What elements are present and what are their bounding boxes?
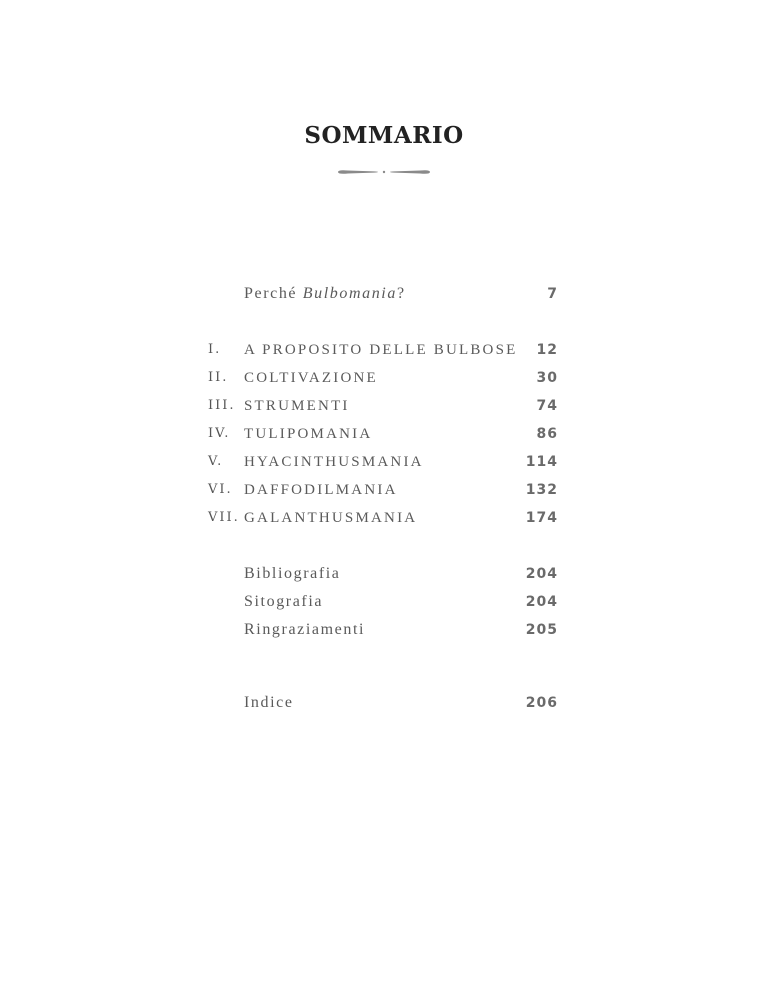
chapter-numeral: VII. [208, 510, 240, 525]
toc-entry-preface[interactable] [0, 282, 768, 306]
toc-entry-chapter-1[interactable] [0, 338, 768, 362]
chapter-numeral: II. [208, 370, 229, 385]
toc-entry-page: 206 [525, 695, 558, 711]
chapter-numeral: IV. [208, 426, 231, 441]
toc-entry-page: 86 [536, 426, 558, 442]
toc-entry-ringraziamenti[interactable] [0, 618, 768, 642]
toc-entry-label: Perché Bulbomania? [244, 285, 406, 302]
chapter-title: A PROPOSITO DELLE BULBOSE [244, 342, 518, 358]
chapter-title: DAFFODILMANIA [244, 482, 398, 498]
chapter-numeral: III. [208, 398, 236, 413]
toc-entry-page: 132 [525, 482, 558, 498]
toc-entry-chapter-2[interactable] [0, 366, 768, 390]
toc-entry-chapter-5[interactable] [0, 450, 768, 474]
toc-entry-page: 114 [525, 454, 558, 470]
chapter-title: COLTIVAZIONE [244, 370, 378, 386]
chapter-title: STRUMENTI [244, 398, 350, 414]
toc-entry-label: Ringraziamenti [244, 621, 366, 638]
toc-entry-page: 30 [536, 370, 558, 386]
chapter-title: TULIPOMANIA [244, 426, 373, 442]
toc-entry-page: 174 [525, 510, 558, 526]
toc-entry-label: Indice [244, 694, 294, 711]
toc-entry-page: 74 [536, 398, 558, 414]
toc-entry-chapter-4[interactable] [0, 422, 768, 446]
toc-entry-bibliografia[interactable] [0, 562, 768, 586]
chapter-numeral: I. [208, 342, 222, 357]
toc-entry-chapter-6[interactable] [0, 478, 768, 502]
toc-entry-indice[interactable] [0, 691, 768, 715]
toc-entry-page: 12 [536, 342, 558, 358]
toc-entry-page: 205 [525, 622, 558, 638]
toc-entry-sitografia[interactable] [0, 590, 768, 614]
chapter-title: GALANTHUSMANIA [244, 510, 418, 526]
chapter-numeral: V. [208, 454, 224, 469]
toc-entry-label: Sitografia [244, 593, 324, 610]
chapter-numeral: VI. [208, 482, 233, 497]
toc-entry-chapter-7[interactable] [0, 506, 768, 530]
toc-entry-page: 204 [525, 566, 558, 582]
toc-entry-page: 204 [525, 594, 558, 610]
toc-entry-label: Bibliografia [244, 565, 341, 582]
toc-entry-page: 7 [547, 286, 558, 302]
chapter-title: HYACINTHUSMANIA [244, 454, 424, 470]
page-title: SOMMARIO [304, 122, 464, 149]
toc-entry-chapter-3[interactable] [0, 394, 768, 418]
